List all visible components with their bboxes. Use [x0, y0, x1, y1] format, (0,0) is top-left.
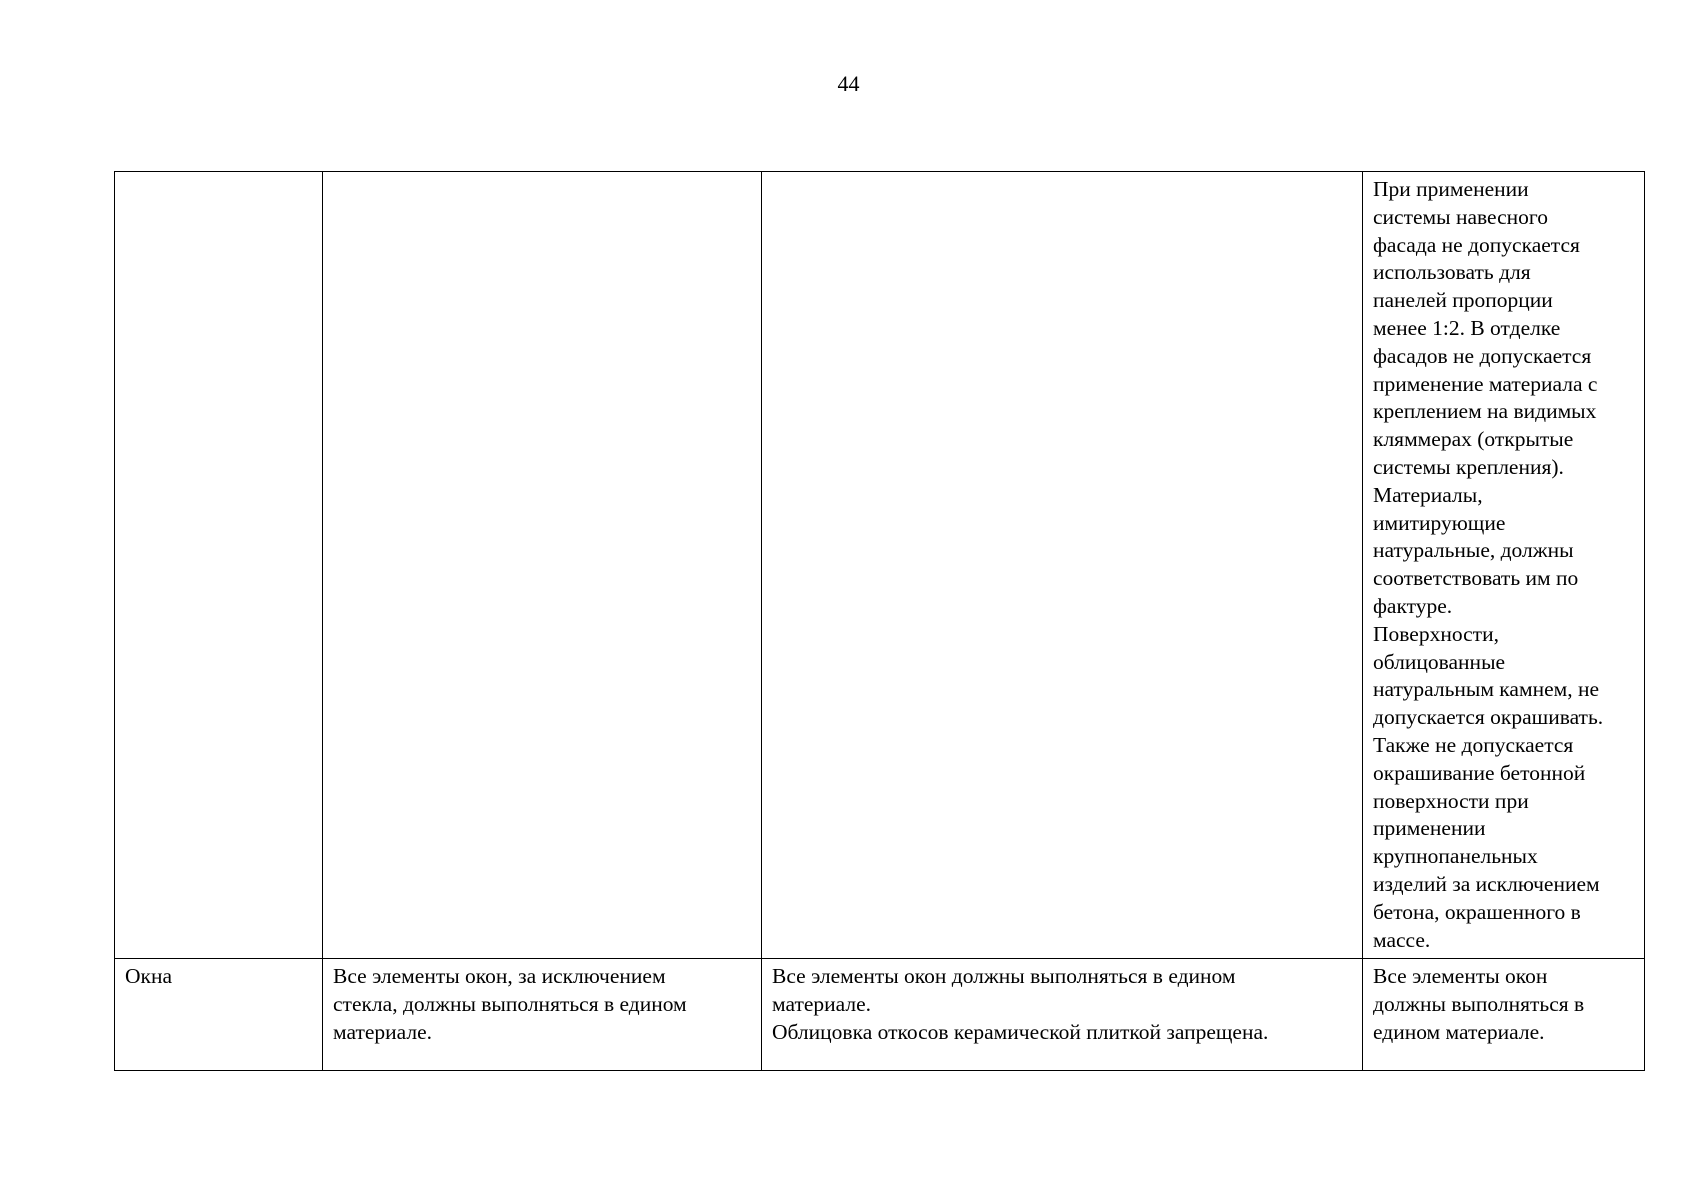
table-cell-element [115, 172, 323, 959]
table-cell-requirement-c: Все элементы окон должны выполняться в едином материале. [1363, 959, 1645, 1071]
table-row [115, 172, 1645, 959]
table-cell-requirement-c: При применении системы навесного фасада не допускается использовать для панелей пропорции менее 1:2. В отделке фасадов не допускается применение материала с креплением на видимых кляммерах (открытые системы крепления). Материалы, имитирующие натуральные, должны соответствовать им по фактуре. Поверхности, облицованные натуральным камнем, не допускается окрашивать. Также не допускается окрашивание бетонной поверхности при применении крупнопанельных изделий за исключением бетона, окрашенного в массе. [1363, 172, 1645, 959]
table-cell-element: Окна [115, 959, 323, 1071]
table-cell-requirement-a: Все элементы окон, за исключением стекла, должны выполняться в едином материале. [323, 959, 762, 1071]
table-cell-requirement-b: Все элементы окон должны выполняться в едином материале. Облицовка откосов керамической плиткой запрещена. [762, 959, 1363, 1071]
requirements-table [114, 171, 1645, 1071]
table-cell-requirement-b [762, 172, 1363, 959]
table-cell-requirement-a [323, 172, 762, 959]
table-row [115, 959, 1645, 1071]
page-number: 44 [837, 71, 860, 96]
